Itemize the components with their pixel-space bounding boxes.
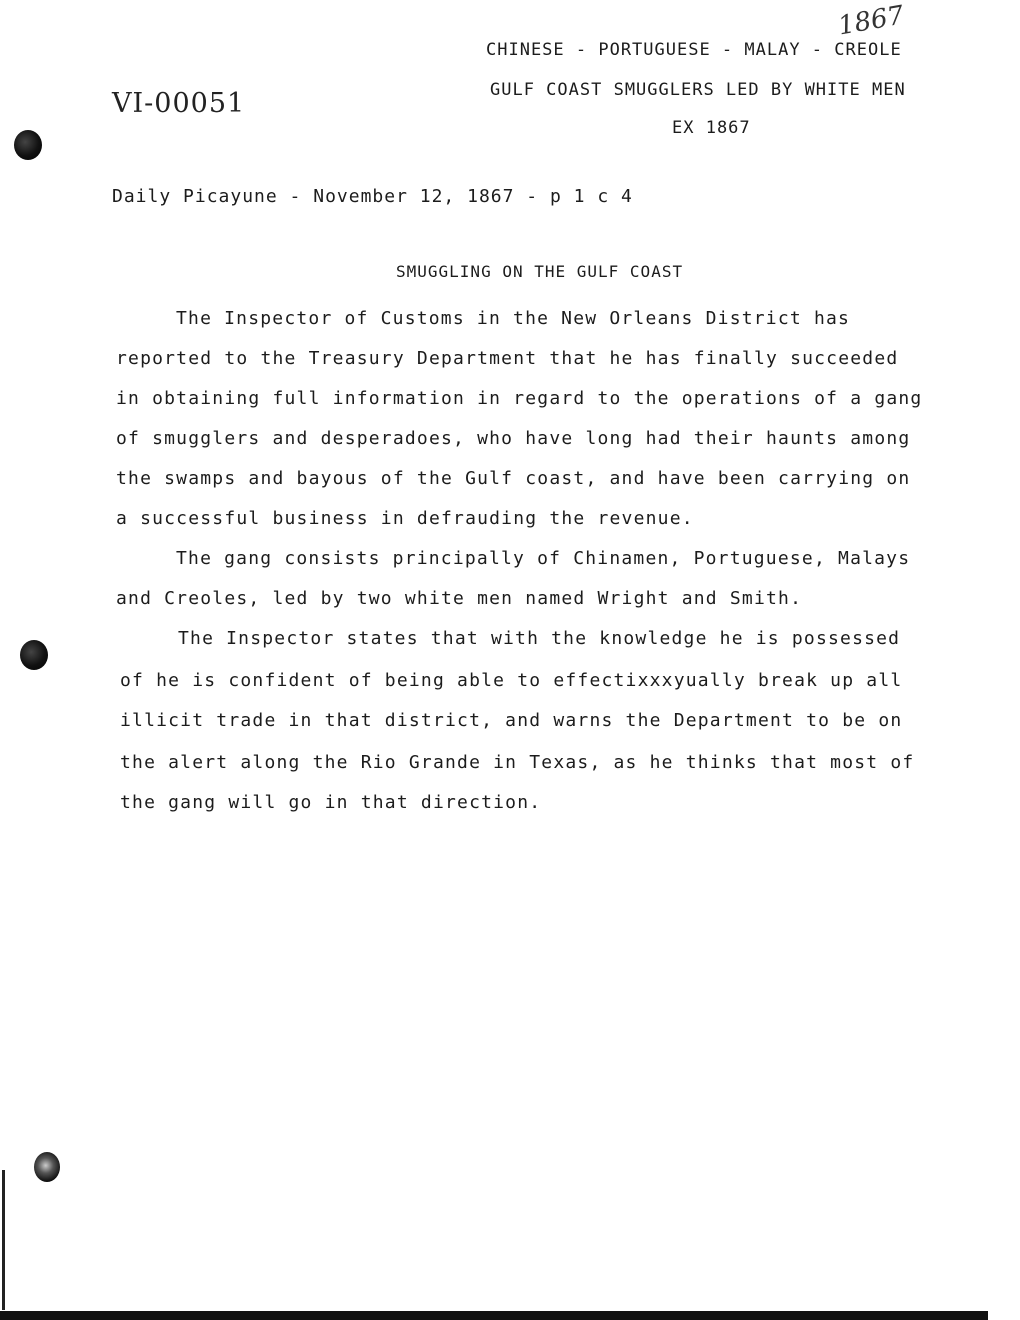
scan-edge-bottom [0,1311,988,1320]
article-line: reported to the Treasury Department that he has finally succeeded [116,348,899,369]
article-line: a successful business in defrauding the revenue. [116,508,694,529]
scan-edge-left [2,1170,5,1310]
article-line: the swamps and bayous of the Gulf coast, and have been carrying on [116,468,911,489]
punch-hole-top [14,130,42,160]
article-line: the gang will go in that direction. [120,792,542,813]
subject-line-2: GULF COAST SMUGGLERS LED BY WHITE MEN [490,80,906,100]
article-title: SMUGGLING ON THE GULF COAST [396,262,684,281]
article-line: of smugglers and desperadoes, who have long had their haunts among [116,428,911,449]
punch-hole-bottom [34,1152,60,1182]
article-line: the alert along the Rio Grande in Texas, as he thinks that most of [120,752,915,773]
article-line: The Inspector states that with the knowledge he is possessed [178,628,901,649]
document-id: VI-00051 [112,88,246,119]
source-citation: Daily Picayune - November 12, 1867 - p 1 c 4 [112,186,633,207]
article-line: illicit trade in that district, and warns the Department to be on [120,710,903,731]
article-line: in obtaining full information in regard to the operations of a gang [116,388,923,409]
subject-line-1: CHINESE - PORTUGUESE - MALAY - CREOLE [486,40,902,60]
article-line: The gang consists principally of Chinamen, Portuguese, Malays [176,548,911,569]
subject-line-3: EX 1867 [672,118,751,138]
article-line: of he is confident of being able to effectixxxyually break up all [120,670,903,691]
article-line: The Inspector of Customs in the New Orleans District has [176,308,851,329]
article-line: and Creoles, led by two white men named Wright and Smith. [116,588,803,609]
punch-hole-middle [20,640,48,670]
handwritten-year: 1867 [835,0,907,42]
